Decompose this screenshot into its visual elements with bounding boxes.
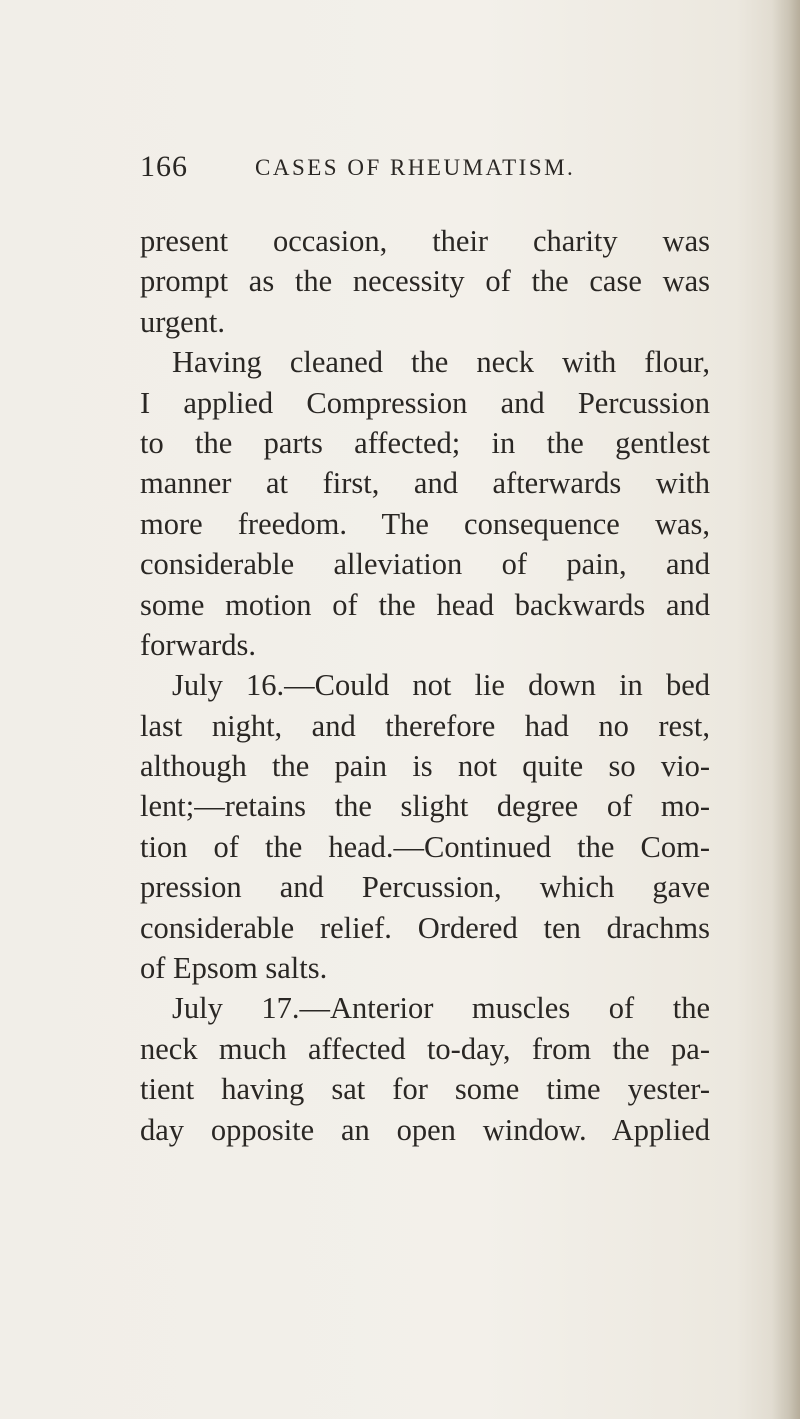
running-head: CASES OF RHEUMATISM. — [255, 155, 576, 180]
text-line: more freedom. The consequence was, — [140, 506, 710, 541]
page-edge-shadow — [772, 0, 800, 1419]
page-header — [140, 150, 740, 194]
text-line: I applied Compression and Percussion — [140, 385, 710, 420]
text-line: tion of the head.—Continued the Com- — [140, 829, 710, 864]
text-line: forwards. — [140, 627, 257, 662]
text-line: prompt as the necessity of the case was — [140, 264, 710, 299]
text-line: some motion of the head backwards and — [140, 587, 710, 622]
text-line: although the pain is not quite so vio- — [140, 749, 710, 784]
text-line: Having cleaned the neck with flour, — [172, 345, 710, 380]
text-line: lent;—retains the slight degree of mo- — [140, 789, 710, 824]
text-line: present occasion, their charity was — [140, 224, 710, 258]
text-line: considerable alleviation of pain, and — [140, 547, 710, 582]
text-line: day opposite an open window. Applied — [140, 1112, 710, 1147]
text-line: July 16.—Could not lie down in bed — [172, 668, 710, 703]
text-line: pression and Percussion, which gave — [140, 870, 710, 905]
text-line: neck much affected to-day, from the pa- — [140, 1031, 710, 1066]
text-line: manner at first, and afterwards with — [140, 466, 710, 501]
body-text — [140, 221, 710, 1150]
text-line: to the parts affected; in the gentlest — [140, 425, 710, 460]
text-line: urgent. — [140, 304, 225, 339]
text-line: July 17.—Anterior muscles of the — [172, 991, 710, 1026]
text-line: considerable relief. Ordered ten drachms — [140, 910, 710, 945]
text-line: last night, and therefore had no rest, — [140, 708, 710, 743]
page-number: 166 — [140, 150, 188, 183]
text-line: tient having sat for some time yester- — [140, 1072, 710, 1107]
text-line: of Epsom salts. — [140, 951, 328, 986]
